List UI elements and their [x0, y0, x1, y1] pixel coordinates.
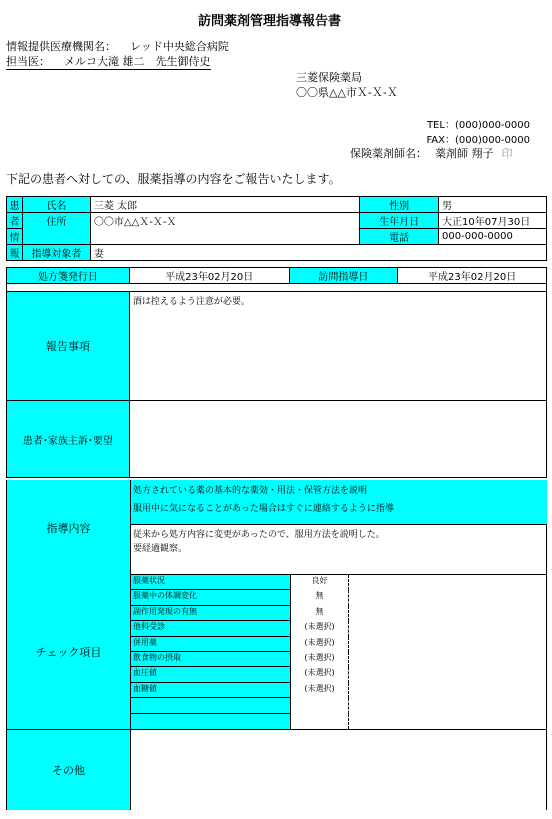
check-row [131, 667, 547, 682]
check-item-name: 血圧値 [131, 667, 291, 682]
spacer-row [7, 284, 547, 292]
report-label: 報告事項 [7, 292, 130, 401]
institution-label: 情報提供医療機関名： [6, 40, 116, 53]
guidance-line-3: 従来から処方内容に変更があったので、服用方法を説明した。 [133, 530, 385, 540]
other-block [6, 730, 547, 810]
patient-name: 三菱 太郎 [90, 197, 359, 213]
patient-phone: 000-000-0000 [439, 229, 547, 245]
check-item-name: 服薬中の体調変化 [131, 590, 291, 605]
check-item-value: 無 [291, 590, 349, 605]
check-item-name: 併用薬 [131, 637, 291, 652]
pharmacy-address: 〇〇県△△市Ｘ-Ｘ-Ｘ [296, 86, 398, 99]
complaint-text [129, 401, 546, 478]
institution-line [6, 38, 229, 54]
target-label: 指導対象者 [22, 245, 90, 261]
tel: TEL：(000)000-0000 [426, 120, 530, 131]
report-table [6, 267, 547, 478]
guidance-line-2: 服用中に気になることがあった場合はすぐに連絡するように指導 [133, 504, 394, 514]
side-char: 報 [7, 245, 23, 261]
prescription-date: 平成23年02月20日 [129, 268, 289, 284]
visit-date: 平成23年02月20日 [398, 268, 547, 284]
check-row [131, 590, 547, 605]
check-item-value [291, 714, 349, 729]
check-item-value: (未選択) [291, 652, 349, 667]
check-row [131, 683, 547, 698]
address-label: 住所 [22, 213, 90, 245]
check-item-value: 無 [291, 606, 349, 621]
check-item-value: (未選択) [291, 637, 349, 652]
doctor-label: 担当医： [6, 55, 50, 68]
check-row [131, 606, 547, 621]
intro-text: 下記の患者へ対しての、服薬指導の内容をご報告いたします。 [6, 172, 341, 186]
name-label: 氏名 [22, 197, 90, 213]
check-row [131, 698, 547, 713]
check-item-name [131, 698, 291, 713]
pharmacist-label: 保険薬剤師名： [350, 147, 427, 160]
check-item-name [131, 714, 291, 729]
pharmacy-name: 三菱保険薬局 [296, 71, 362, 84]
check-item-value [291, 698, 349, 713]
phone-label: 電話 [360, 229, 439, 245]
check-row [131, 637, 547, 652]
guidance-line-4: 要経過観察。 [133, 544, 188, 554]
check-item-value: (未選択) [291, 667, 349, 682]
guidance-lower [131, 526, 547, 574]
guidance-block [6, 480, 547, 575]
check-item-value: 良好 [291, 575, 349, 590]
check-row [131, 575, 547, 590]
report-text: 酒は控えるよう注意が必要。 [129, 292, 546, 401]
document-title: 訪問薬剤管理指導報告書 [198, 14, 342, 29]
guidance-upper [131, 480, 547, 525]
birth-label: 生年月日 [360, 213, 439, 229]
other-label: その他 [7, 730, 131, 810]
prescription-date-label: 処方箋発行日 [7, 268, 130, 284]
check-label: チェック項目 [7, 575, 131, 729]
seal: 印 [501, 147, 513, 160]
check-block [6, 575, 547, 730]
sex-label: 性別 [360, 197, 439, 213]
check-item-value: (未選択) [291, 621, 349, 636]
side-char: 者 [7, 213, 23, 229]
guidance-line-1: 処方されている薬の基本的な薬効・用法・保管方法を説明 [133, 486, 368, 496]
check-item-name: 血糖値 [131, 683, 291, 698]
check-row [131, 714, 547, 729]
check-item-name: 他科受診 [131, 621, 291, 636]
doctor-name: メルコ大滝 雄二 先生御侍史 [64, 55, 211, 68]
pharmacist-name: 薬剤師 翔子 [435, 147, 494, 160]
patient-birth: 大正10年07月30日 [439, 213, 547, 229]
check-item-name: 副作用発現の有無 [131, 606, 291, 621]
check-rows [131, 575, 547, 729]
check-row [131, 621, 547, 636]
check-item-name: 服薬状況 [131, 575, 291, 590]
check-item-value: (未選択) [291, 683, 349, 698]
guidance-label: 指導内容 [7, 480, 131, 575]
side-char: 情 [7, 229, 23, 245]
check-item-name: 飲食物の摂取 [131, 652, 291, 667]
institution-name: レッド中央総合病院 [130, 40, 229, 53]
complaint-label: 患者･家族主訴･要望 [7, 401, 130, 478]
patient-sex: 男 [439, 197, 547, 213]
patient-table [6, 196, 547, 261]
check-row [131, 652, 547, 667]
side-char: 患 [7, 197, 23, 213]
guidance-target: 妻 [90, 245, 546, 261]
doctor-line [6, 53, 211, 70]
pharmacist-line [350, 145, 513, 161]
fax: FAX：(000)000-0000 [426, 135, 530, 146]
visit-date-label: 訪問指導日 [289, 268, 398, 284]
patient-address: 〇〇市△△Ｘ-Ｘ-Ｘ [90, 213, 359, 245]
